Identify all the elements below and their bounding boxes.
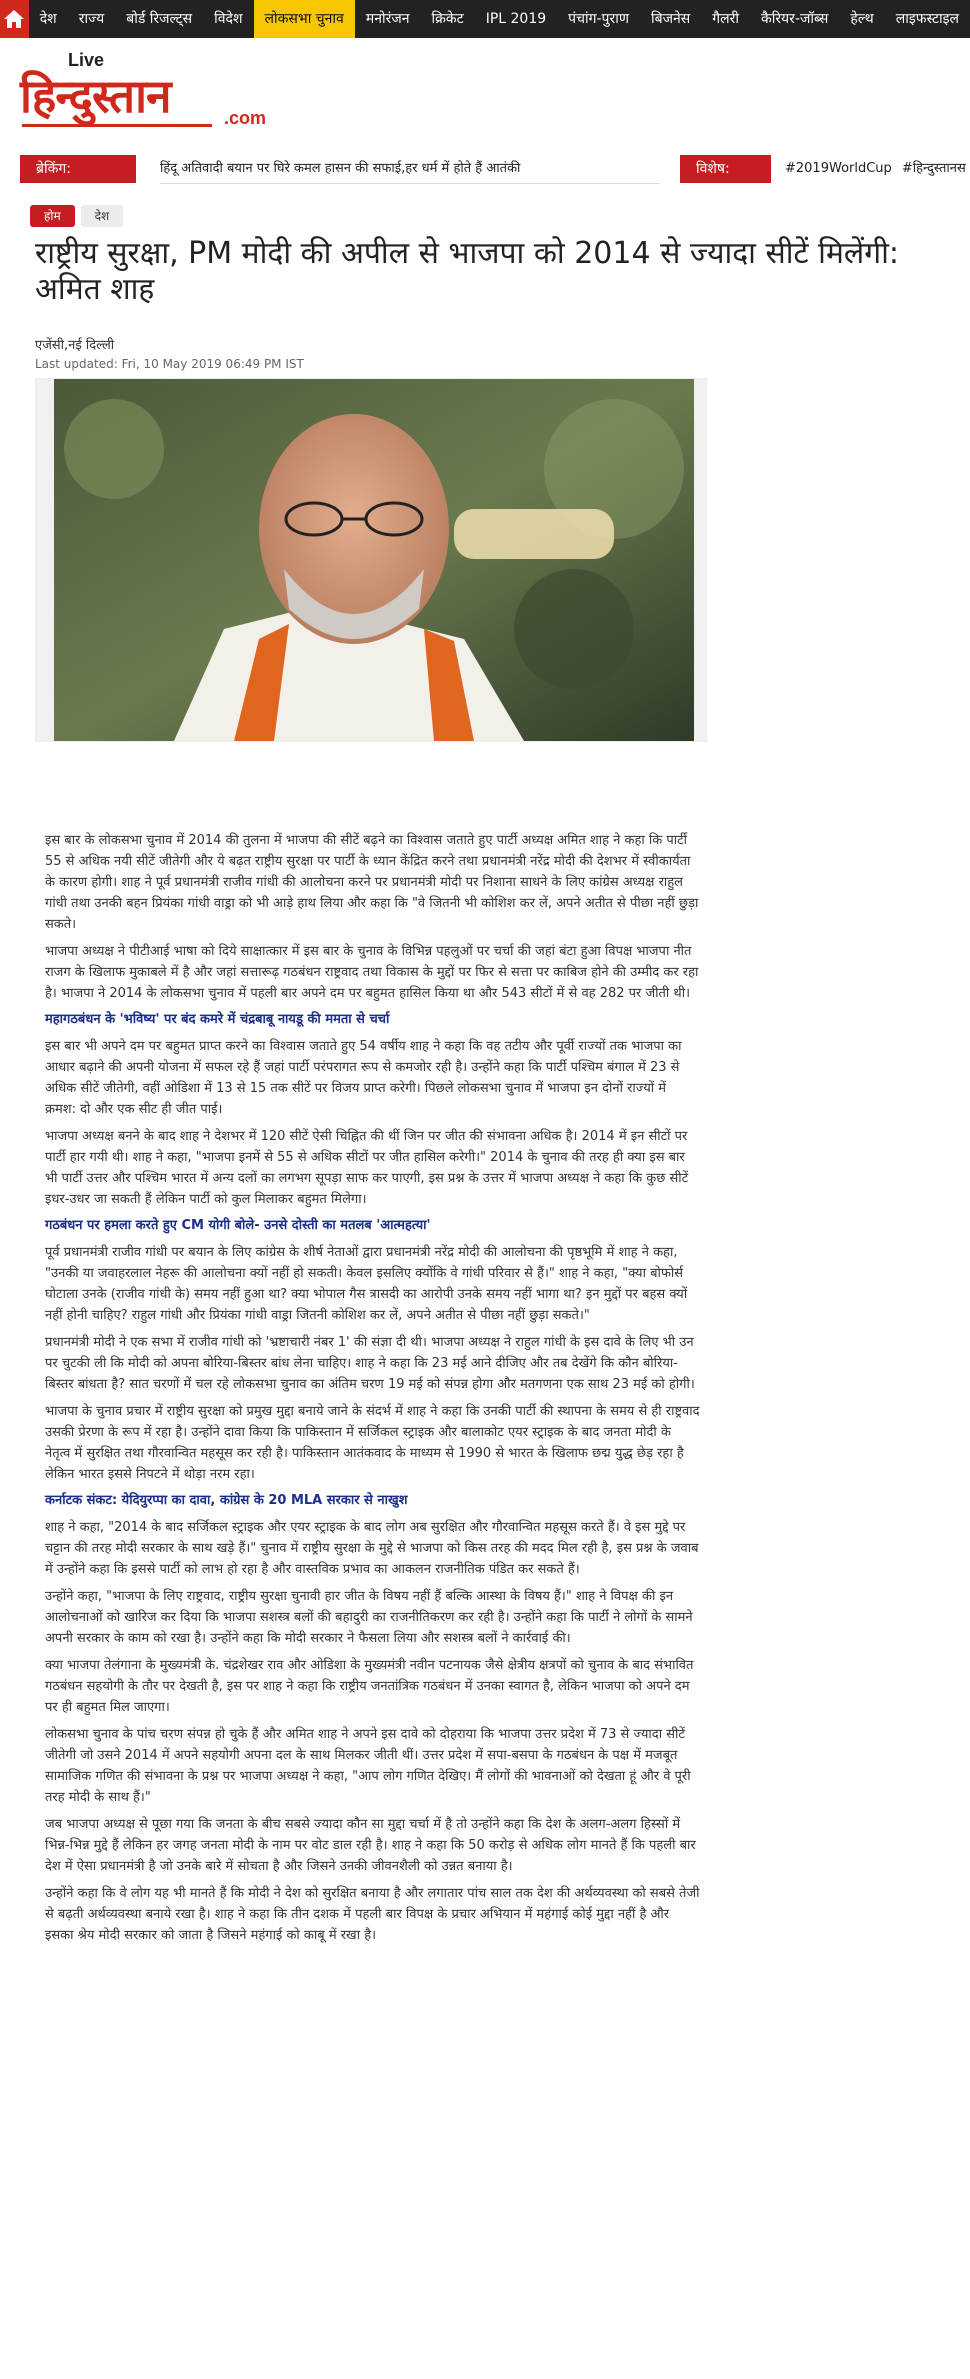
logo-underline [22,124,212,127]
nav-item[interactable]: IPL 2019 [485,11,547,27]
article-paragraph: इस बार के लोकसभा चुनाव में 2014 की तुलना में भाजपा की सीटें बढ़ने का विश्वास जताते हुए पार्टी अध्यक्ष अमित शाह ने कहा कि पार्टी 55 से अधिक नयी सीटें जीतेगी और ये बढ़त राष्ट्रीय सुरक्षा पर पार्टी के ध्यान केंद्रित करने तथा प्रधानमंत्री नरेंद्र मोदी की देशभर में स्वीकार्यता के कारण होगी। शाह ने पूर्व प्रधानमंत्री राजीव गांधी की आलोचना करने पर प्रधानमंत्री मोदी पर निशाना साधने के लिए कांग्रेस अध्यक्ष राहुल गांधी तथा उनकी बहन प्रियंका गांधी वाड्रा को भी आड़े हाथ लिया और कहा कि "वे जितनी भी कोशिश कर लें, अपने अतीत से पीछा नहीं छुड़ा सकते। [45,833,699,932]
related-story-link[interactable]: महागठबंधन के 'भविष्य' पर बंद कमरे में चंद्रबाबू नायडू की ममता से चर्चा [45,1012,390,1027]
logo-name: हिन्दुस्तान [20,69,171,123]
top-navigation [0,0,970,38]
related-story-link[interactable]: कर्नाटक संकट: येदियुरप्पा का दावा, कांग्रेस के 20 MLA सरकार से नाखुश [45,1493,408,1508]
nav-item[interactable]: लाइफस्टाइल [895,11,959,27]
article-hero-image [35,378,707,742]
article-headline: राष्ट्रीय सुरक्षा, PM मोदी की अपील से भाजपा को 2014 से ज्यादा सीटें मिलेंगी: अमित शाह [35,236,899,307]
article-paragraph: शाह ने कहा, "2014 के बाद सर्जिकल स्ट्राइक और एयर स्ट्राइक के बाद लोग अब सुरक्षित और गौरवान्वित महसूस करते हैं। वे इस मुद्दे पर चट्टान की तरह मोदी सरकार के साथ खड़े हैं।" चुनाव में राष्ट्रीय सुरक्षा के मुद्दे से भाजपा को किस तरह की मदद मिल रही है, इस प्रश्न के जवाब में उन्होंने कहा कि इससे पार्टी को लाभ हो रहा है और वास्तविक प्रभाव का आकलन राजनीतिक पंडित कर सकते हैं। [45,1520,699,1577]
article-paragraph: प्रधानमंत्री मोदी ने एक सभा में राजीव गांधी को 'भ्रष्टाचारी नंबर 1' की संज्ञा दी थी। भाजपा अध्यक्ष ने राहुल गांधी के इस दावे के लिए भी उन पर चुटकी ली कि मोदी को अपना बोरिया-बिस्तर बांध लेना चाहिए। शाह ने कहा कि 23 मई आने दीजिए और तब देखेंगे कि कौन बोरिया-बिस्तर बांधता है? सात चरणों में चल रहे लोकसभा चुनाव का अंतिम चरण 19 मई को संपन्न होगा और मतगणना एक साथ 23 मई को होगी। [45,1335,695,1392]
ticker-bar [20,155,970,185]
article-paragraph: इस बार भी अपने दम पर बहुमत प्राप्त करने का विश्वास जताते हुए 54 वर्षीय शाह ने कहा कि वह तटीय और पूर्वी राज्यों तक भाजपा का आधार बढ़ाने की अपनी योजना में सफल रहे हैं जहां पार्टी परंपरागत रूप से कमजोर रही है। उन्होंने कहा कि पार्टी पश्चिम बंगाल में 23 से अधिक सीटें जीतेगी, वहीं ओडिशा में 13 से 15 तक सीटें पर विजय प्राप्त करेगी। पिछले लोकसभा चुनाव में भाजपा इन दोनों राज्यों में क्रमश: दो और एक सीट ही जीत पाई। [45,1039,682,1117]
article-paragraph: उन्होंने कहा कि वे लोग यह भी मानते हैं कि मोदी ने देश को सुरक्षित बनाया है और लगातार पांच साल तक देश की अर्थव्यवस्था को सबसे तेजी से बढ़ती अर्थव्यवस्था बनाये रखा है। शाह ने कहा कि तीन दशक में पहली बार विपक्ष के प्रचार अभियान में महंगाई कोई मुद्दा नहीं है और इसका श्रेय मोदी सरकार को जाता है जिसने महंगाई को काबू में रखा है। [45,1886,700,1943]
home-icon [3,9,25,29]
nav-item[interactable]: बिजनेस [650,11,691,27]
nav-item[interactable]: मनोरंजन [365,11,410,27]
article-paragraph: भाजपा के चुनाव प्रचार में राष्ट्रीय सुरक्षा को प्रमुख मुद्दा बनाये जाने के संदर्भ में शाह ने कहा कि उनकी पार्टी की स्थापना के समय से ही राष्ट्रवाद उसकी प्रेरणा के रूप में रहा है। उन्होंने दावा किया कि पाकिस्तान में सर्जिकल स्ट्राइक और बालाकोट एयर स्ट्राइक के बाद जनता मोदी के नेतृत्व में सुरक्षित तथा गौरवान्वित महसूस कर रही है। पाकिस्तान आतंकवाद के माध्यम से 1990 से भारत के खिलाफ छद्म युद्ध छेड़ रहा है लेकिन भारत इससे निपटने में थोड़ा नरम रहा। [45,1404,700,1482]
breadcrumb-home[interactable]: होम [30,205,75,227]
nav-item[interactable]: विदेश [214,11,243,27]
article-body [45,830,700,1952]
article-paragraph: भाजपा अध्यक्ष ने पीटीआई भाषा को दिये साक्षात्कार में इस बार के चुनाव के विभिन्न पहलुओं पर चर्चा की जहां बंटा हुआ विपक्ष भाजपा नीत राजग के खिलाफ मुकाबले में है और जहां सत्तारूढ़ गठबंधन राष्ट्रवाद तथा विकास के मुद्दों पर फिर से सत्ता पर काबिज होने की उम्मीद कर रहा है। भाजपा ने 2014 के लोकसभा चुनाव में पहली बार अपने दम पर बहुमत हासिल किया था और 543 सीटों में से वह 282 पर जीती थी। [45,944,699,1001]
nav-item[interactable]: लोकसभा चुनाव [254,0,355,38]
nav-item[interactable]: गैलरी [712,11,739,27]
special-label: विशेष: [680,155,771,183]
nav-item[interactable]: क्रिकेट [431,11,464,27]
nav-item[interactable]: बोर्ड रिजल्ट्स [126,11,193,27]
nav-item[interactable]: कैरियर-जॉब्स [760,11,829,27]
breaking-label: ब्रेकिंग: [20,155,136,183]
hashtag-link[interactable]: #2019WorldCup [785,161,892,176]
nav-item[interactable]: पंचांग-पुराण [568,11,629,27]
related-story-link[interactable]: गठबंधन पर हमला करते हुए CM योगी बोले- उनसे दोस्ती का मतलब 'आत्महत्या' [45,1218,431,1233]
article-paragraph: जब भाजपा अध्यक्ष से पूछा गया कि जनता के बीच सबसे ज्यादा कौन सा मुद्दा चर्चा में है तो उन्होंने कहा कि देश के अलग-अलग हिस्सों में भिन्न-भिन्न मुद्दे हैं लेकिन हर जगह जनता मोदी के नाम पर वोट डाल रही है। शाह ने कहा कि 50 करोड़ से अधिक लोग मानते हैं कि पहली बार देश में ऐसा प्रधानमंत्री है जो उनके बारे में सोचता है और जिसने उनकी जीवनशैली को उन्नत बनाया है। [45,1817,696,1874]
nav-item[interactable]: देश [39,11,57,27]
breaking-news-link[interactable]: हिंदू अतिवादी बयान पर घिरे कमल हासन की सफाई,हर धर्म में होते हैं आतंकी [160,155,660,184]
breadcrumb-category[interactable]: देश [81,205,124,227]
hashtag-link[interactable]: #हिन्दुस्तानस [901,161,966,176]
article-paragraph: पूर्व प्रधानमंत्री राजीव गांधी पर बयान के लिए कांग्रेस के शीर्ष नेताओं द्वारा प्रधानमंत्री नरेंद्र मोदी की आलोचना की पृष्ठभूमि में शाह ने कहा, "उनकी या जवाहरलाल नेहरू की आलोचना क्यों नहीं हो सकती। केवल इसलिए क्योंकि वे गांधी परिवार से हैं।" शाह ने कहा, "क्या बोफोर्स घोटाला उनके (राजीव गांधी के) समय नहीं हुआ था? क्या भोपाल गैस त्रासदी का आरोपी उनके समय नहीं भागा था? इन मुद्दों पर बहस क्यों नहीं होनी चाहिए? राहुल गांधी और प्रियंका गांधी वाड्रा जितनी कोशिश कर लें, अपने अतीत से पीछा नहीं छुड़ा सकते।" [45,1245,688,1323]
hashtag-list [785,155,966,183]
portrait-photo [54,379,694,741]
article-paragraph: क्या भाजपा तेलंगाना के मुख्यमंत्री के. चंद्रशेखर राव और ओडिशा के मुख्यमंत्री नवीन पटनायक जैसे क्षेत्रीय क्षत्रपों को चुनाव के बाद संभावित गठबंधन सहयोगी के तौर पर देखती है, इस पर शाह ने कहा कि राष्ट्रीय जनतांत्रिक गठबंधन में उनका स्वागत है, लेकिन भाजपा को अपने दम पर ही बहुमत मिल जाएगा। [45,1658,694,1715]
site-logo[interactable] [20,50,290,130]
nav-item[interactable]: राज्य [78,11,105,27]
article-paragraph: भाजपा अध्यक्ष बनने के बाद शाह ने देशभर में 120 सीटें ऐसी चिह्नित की थीं जिन पर जीत की संभावना अधिक है। 2014 में इन सीटों पर पार्टी हार गयी थी। शाह ने कहा, "भाजपा इनमें से 55 से अधिक सीटों पर जीत हासिल करेगी।" 2014 के चुनाव की तरह ही क्या इस बार भी पार्टी उत्तर और पश्चिम भारत में अन्य दलों का लगभग सूपड़ा साफ कर पाएगी, इस प्रश्न के उत्तर में भाजपा अध्यक्ष ने कहा कि कुछ सीटें इधर-उधर जा सकती हैं लेकिन पार्टी को कुल मिलाकर बहुमत मिलेगा। [45,1129,689,1207]
nav-item[interactable]: हेल्थ [850,11,874,27]
article-byline: एजेंसी,नई दिल्ली [35,338,115,353]
article-paragraph: लोकसभा चुनाव के पांच चरण संपन्न हो चुके हैं और अमित शाह ने अपने इस दावे को दोहराया कि भाजपा उत्तर प्रदेश में 73 से ज्यादा सीटें जीतेगी जो उसने 2014 में अपने सहयोगी अपना दल के साथ मिलकर जीती थीं। उत्तर प्रदेश में सपा-बसपा के गठबंधन के पक्ष में मजबूत सामाजिक गणित की संभावना के प्रश्न पर भाजपा अध्यक्ष ने कहा, "आप लोग गणित देखिए। मैं लोगों की भावनाओं को देखता हूं और वे पूरी तरह मोदी के साथ हैं।" [45,1727,691,1805]
home-button[interactable] [0,0,29,38]
breadcrumb [30,205,123,227]
article-timestamp: Last updated: Fri, 10 May 2019 06:49 PM IST [35,357,304,371]
logo-live-text: Live [68,50,105,70]
logo-domain: .com [224,108,267,128]
article-paragraph: उन्होंने कहा, "भाजपा के लिए राष्ट्रवाद, राष्ट्रीय सुरक्षा चुनावी हार जीत के विषय नहीं हैं बल्कि आस्था के विषय हैं।" शाह ने विपक्ष की इन आलोचनाओं को खारिज कर दिया कि भाजपा सशस्त्र बलों की बहादुरी का राजनीतिकरण कर रही है। उन्होंने कहा कि पार्टी ने लोगों के सामने अपनी सरकार के काम को रखा है। उन्होंने कहा कि मोदी सरकार ने फैसला लिया और सशस्त्र बलों ने कार्रवाई की। [45,1589,693,1646]
nav-menu [29,0,970,38]
